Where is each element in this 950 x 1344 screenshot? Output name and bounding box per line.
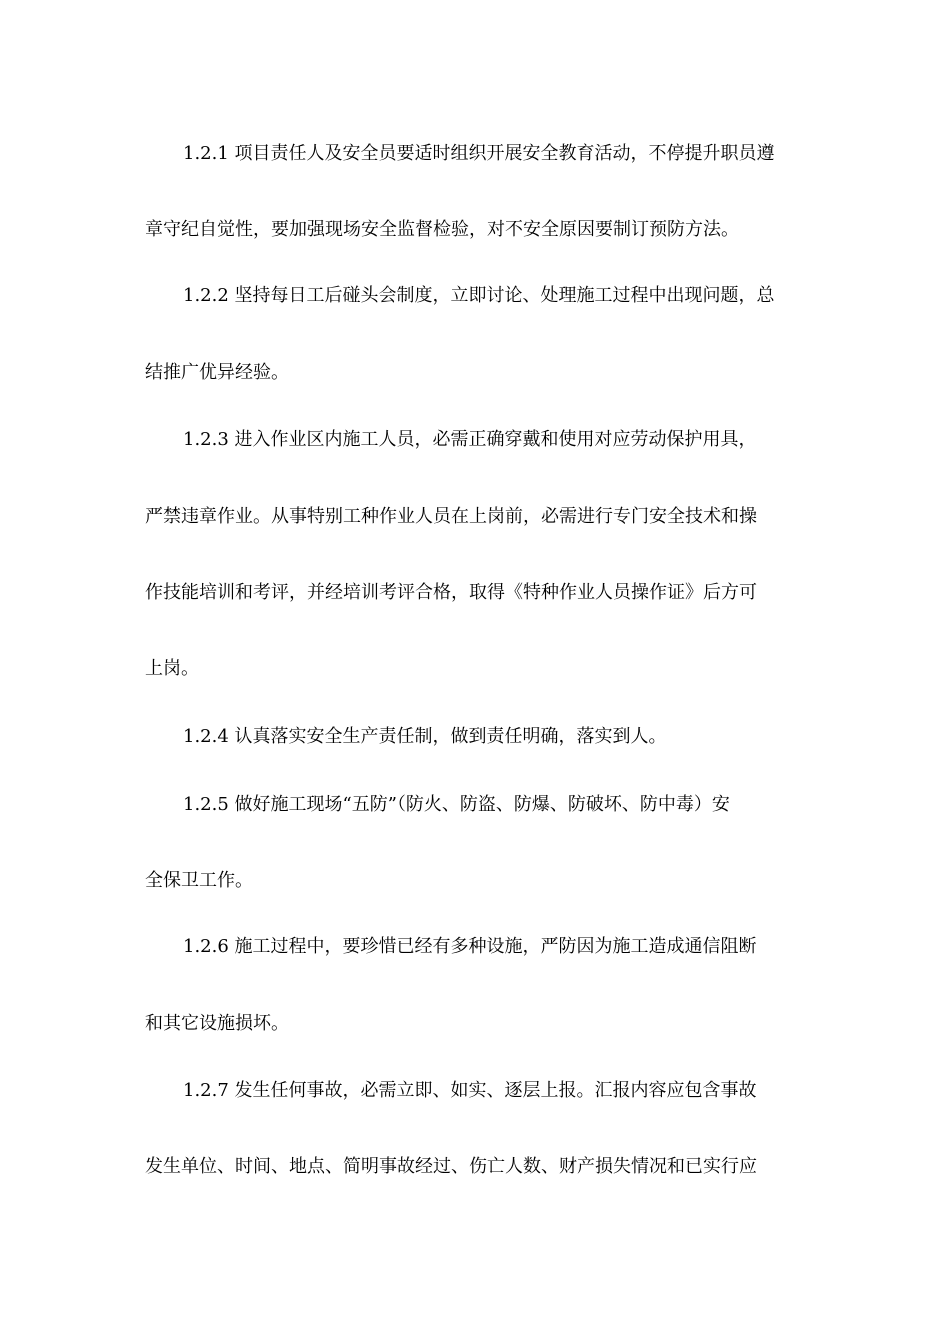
paragraph-1-2-1-line-1: 1.2.1 项目责任人及安全员要适时组织开展安全教育活动，不停提升职员遵 <box>183 143 775 164</box>
paragraph-1-2-6-line-1: 1.2.6 施工过程中，要珍惜已经有多种设施，严防因为施工造成通信阻断 <box>183 936 757 957</box>
paragraph-1-2-1-line-2: 章守纪自觉性，要加强现场安全监督检验，对不安全原因要制订预防方法。 <box>145 219 739 240</box>
paragraph-1-2-3-line-3: 作技能培训和考评，并经培训考评合格，取得《特种作业人员操作证》后方可 <box>145 582 757 603</box>
paragraph-1-2-7-line-2: 发生单位、时间、地点、简明事故经过、伤亡人数、财产损失情况和已实行应 <box>145 1156 757 1177</box>
paragraph-1-2-4-line-1: 1.2.4 认真落实安全生产责任制，做到责任明确，落实到人。 <box>183 726 667 747</box>
paragraph-1-2-6-line-2: 和其它设施损坏。 <box>145 1013 289 1034</box>
paragraph-1-2-3-line-4: 上岗。 <box>145 658 199 679</box>
paragraph-1-2-5-line-2: 全保卫工作。 <box>145 870 253 891</box>
paragraph-1-2-3-line-1: 1.2.3 进入作业区内施工人员，必需正确穿戴和使用对应劳动保护用具， <box>183 429 757 450</box>
paragraph-1-2-7-line-1: 1.2.7 发生任何事故，必需立即、如实、逐层上报。汇报内容应包含事故 <box>183 1080 757 1101</box>
paragraph-1-2-5-line-1: 1.2.5 做好施工现场“五防”（防火、防盗、防爆、防破坏、防中毒）安 <box>183 794 730 815</box>
paragraph-1-2-2-line-2: 结推广优异经验。 <box>145 362 289 383</box>
paragraph-1-2-2-line-1: 1.2.2 坚持每日工后碰头会制度，立即讨论、处理施工过程中出现问题，总 <box>183 285 775 306</box>
paragraph-1-2-3-line-2: 严禁违章作业。从事特别工种作业人员在上岗前，必需进行专门安全技术和操 <box>145 506 757 527</box>
